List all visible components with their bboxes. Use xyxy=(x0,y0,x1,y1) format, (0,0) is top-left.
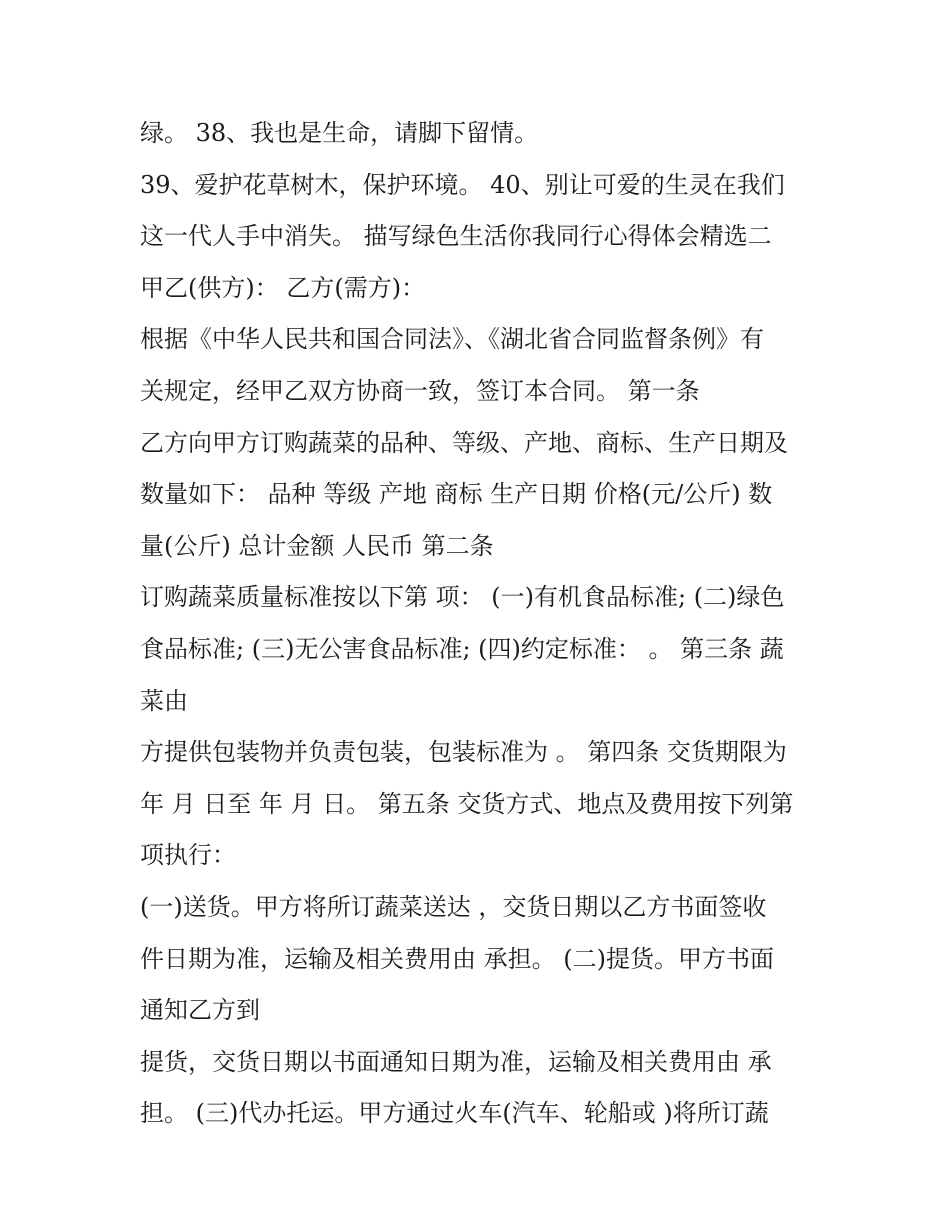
document-body xyxy=(140,108,830,1140)
text-line: 通知乙方到 xyxy=(140,996,260,1025)
text-line: 担。 (三)代办托运。甲方通过火车(汽车、轮船或 )将所订蔬 xyxy=(140,1099,769,1128)
text-line: 项执行： xyxy=(140,841,236,870)
text-line: 绿。 38、我也是生命，请脚下留情。 xyxy=(140,119,539,147)
text-line: 39、爱护花草树木，保护环境。 40、别让可爱的生灵在我们 xyxy=(140,170,785,199)
text-line: 数量如下： 品种 等级 产地 商标 生产日期 价格(元/公斤) 数 xyxy=(140,480,773,509)
text-line: 这一代人手中消失。 描写绿色生活你我同行心得体会精选二 xyxy=(140,222,772,251)
text-line: 方提供包装物并负责包装，包装标准为 。 第四条 交货期限为 xyxy=(140,738,787,767)
text-line: 年 月 日至 年 月 日。 第五条 交货方式、地点及费用按下列第 xyxy=(140,789,794,818)
text-line: 量(公斤) 总计金额 人民币 第二条 xyxy=(140,531,494,560)
text-line: 菜由 xyxy=(140,686,188,715)
text-line: 根据《中华人民共和国合同法》、《湖北省合同监督条例》有 xyxy=(140,325,764,354)
text-line: 关规定，经甲乙双方协商一致，签订本合同。 第一条 xyxy=(140,376,700,405)
text-line: (一)送货。甲方将所订蔬菜送达 ，交货日期以乙方书面签收 xyxy=(140,892,767,921)
text-line: 甲乙(供方)： 乙方(需方)： xyxy=(140,273,426,302)
text-line: 食品标准; (三)无公害食品标准; (四)约定标准： 。 第三条 蔬 xyxy=(140,634,784,663)
text-line: 订购蔬菜质量标准按以下第 项： (一)有机食品标准; (二)绿色 xyxy=(140,583,785,612)
text-line: 提货，交货日期以书面通知日期为准，运输及相关费用由 承 xyxy=(140,1047,772,1076)
text-line: 乙方向甲方订购蔬菜的品种、等级、产地、商标、生产日期及 xyxy=(140,428,788,457)
text-line: 件日期为准，运输及相关费用由 承担。 (二)提货。甲方书面 xyxy=(140,944,774,973)
